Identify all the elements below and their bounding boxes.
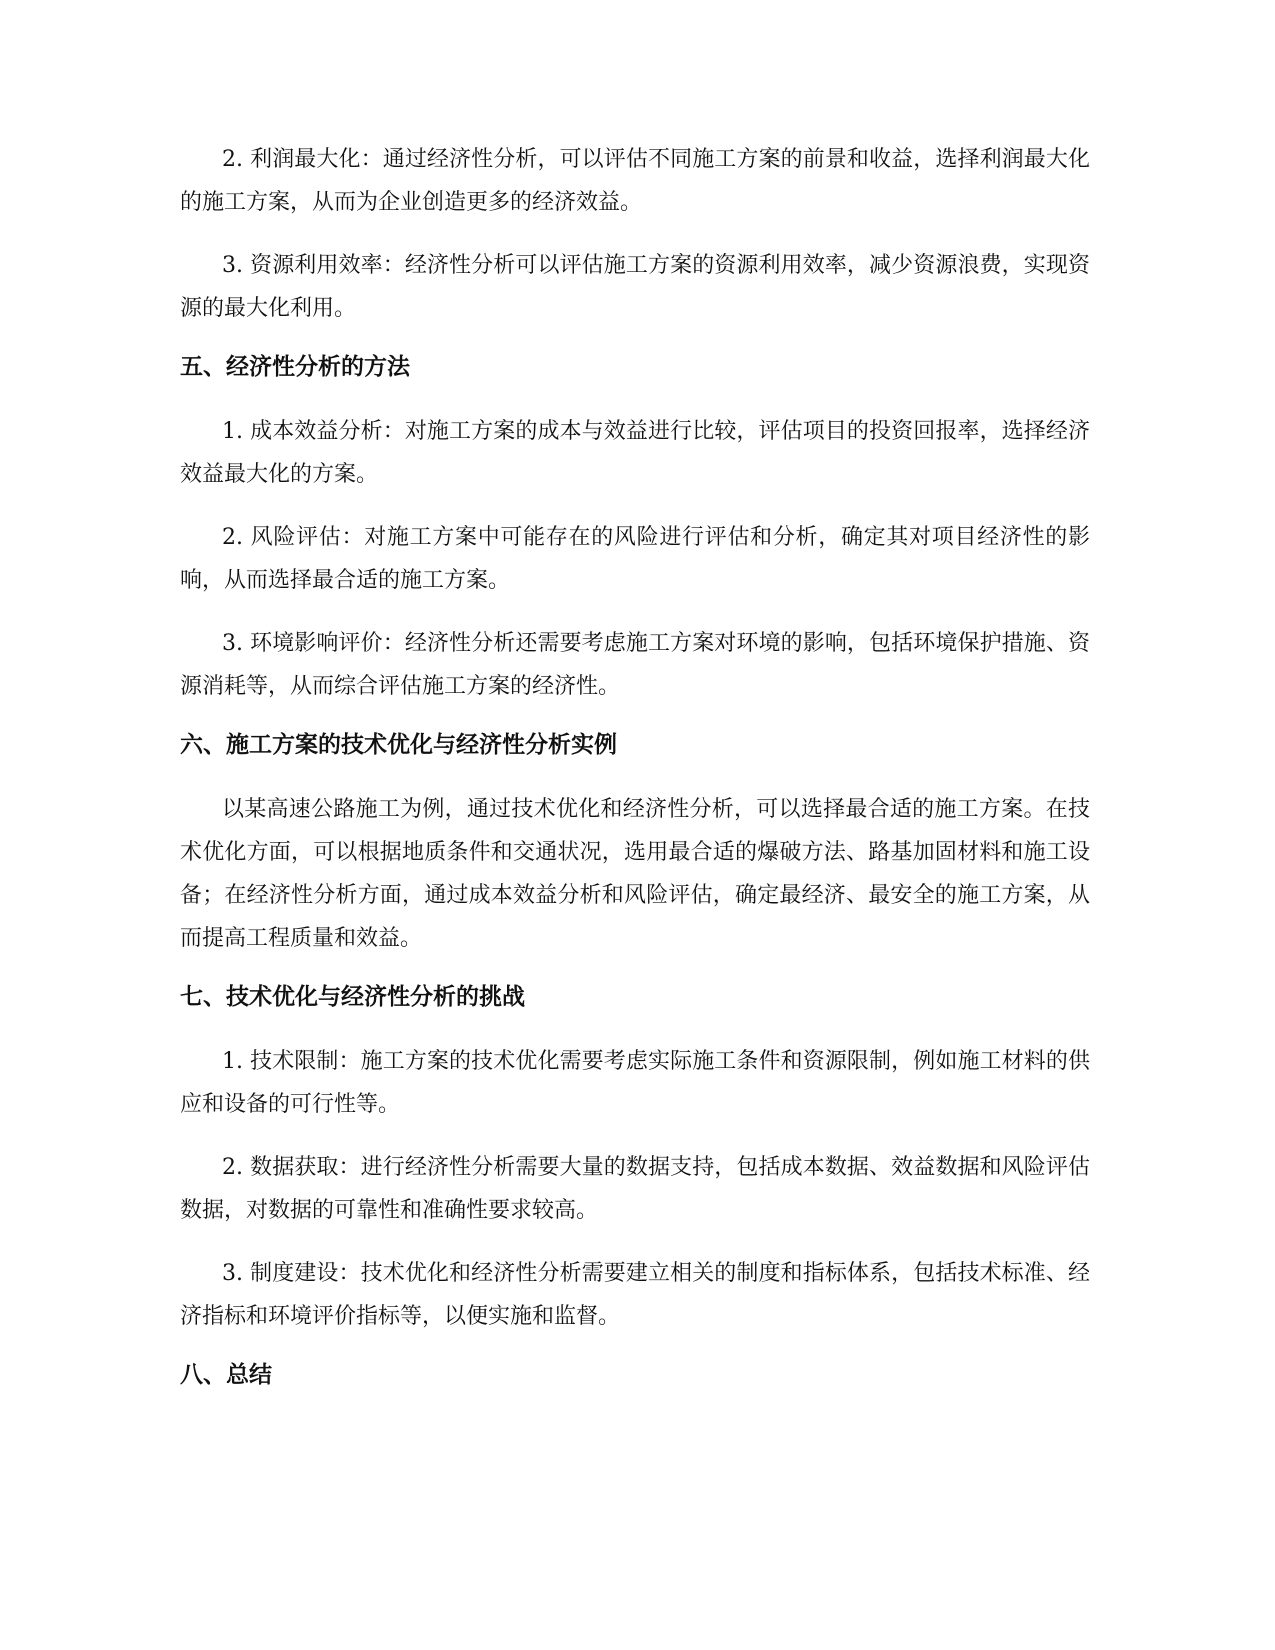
- para-data-acquisition: 2. 数据获取：进行经济性分析需要大量的数据支持，包括成本数据、效益数据和风险评估数据，对数据的可靠性和准确性要求较高。: [180, 1155, 1090, 1223]
- para-institution-building: 3. 制度建设：技术优化和经济性分析需要建立相关的制度和指标体系，包括技术标准、经济指标和环境评价指标等，以便实施和监督。: [180, 1261, 1090, 1329]
- heading-section-6: 六、施工方案的技术优化与经济性分析实例: [180, 732, 617, 758]
- para-environmental-impact: 3. 环境影响评价：经济性分析还需要考虑施工方案对环境的影响，包括环境保护措施、资源消耗等，从而综合评估施工方案的经济性。: [180, 631, 1090, 699]
- document-page: [180, 138, 1090, 1418]
- para-cost-benefit: 1. 成本效益分析：对施工方案的成本与效益进行比较，评估项目的投资回报率，选择经济效益最大化的方案。: [180, 419, 1090, 487]
- para-risk-assessment: 2. 风险评估：对施工方案中可能存在的风险进行评估和分析，确定其对项目经济性的影响，从而选择最合适的施工方案。: [180, 525, 1090, 593]
- para-resource-efficiency: 3. 资源利用效率：经济性分析可以评估施工方案的资源利用效率，减少资源浪费，实现资源的最大化利用。: [180, 253, 1090, 321]
- heading-section-5: 五、经济性分析的方法: [180, 354, 410, 380]
- para-profit-maximization: 2. 利润最大化：通过经济性分析，可以评估不同施工方案的前景和收益，选择利润最大化的施工方案，从而为企业创造更多的经济效益。: [180, 147, 1090, 215]
- heading-section-8: 八、总结: [180, 1362, 272, 1388]
- para-technical-limits: 1. 技术限制：施工方案的技术优化需要考虑实际施工条件和资源限制，例如施工材料的供应和设备的可行性等。: [180, 1049, 1090, 1117]
- heading-section-7: 七、技术优化与经济性分析的挑战: [180, 984, 525, 1010]
- para-highway-example: 以某高速公路施工为例，通过技术优化和经济性分析，可以选择最合适的施工方案。在技术优化方面，可以根据地质条件和交通状况，选用最合适的爆破方法、路基加固材料和施工设备；在经济性分析方面，通过成本效益分析和风险评估，确定最经济、最安全的施工方案，从而提高工程质量和效益。: [180, 797, 1090, 951]
